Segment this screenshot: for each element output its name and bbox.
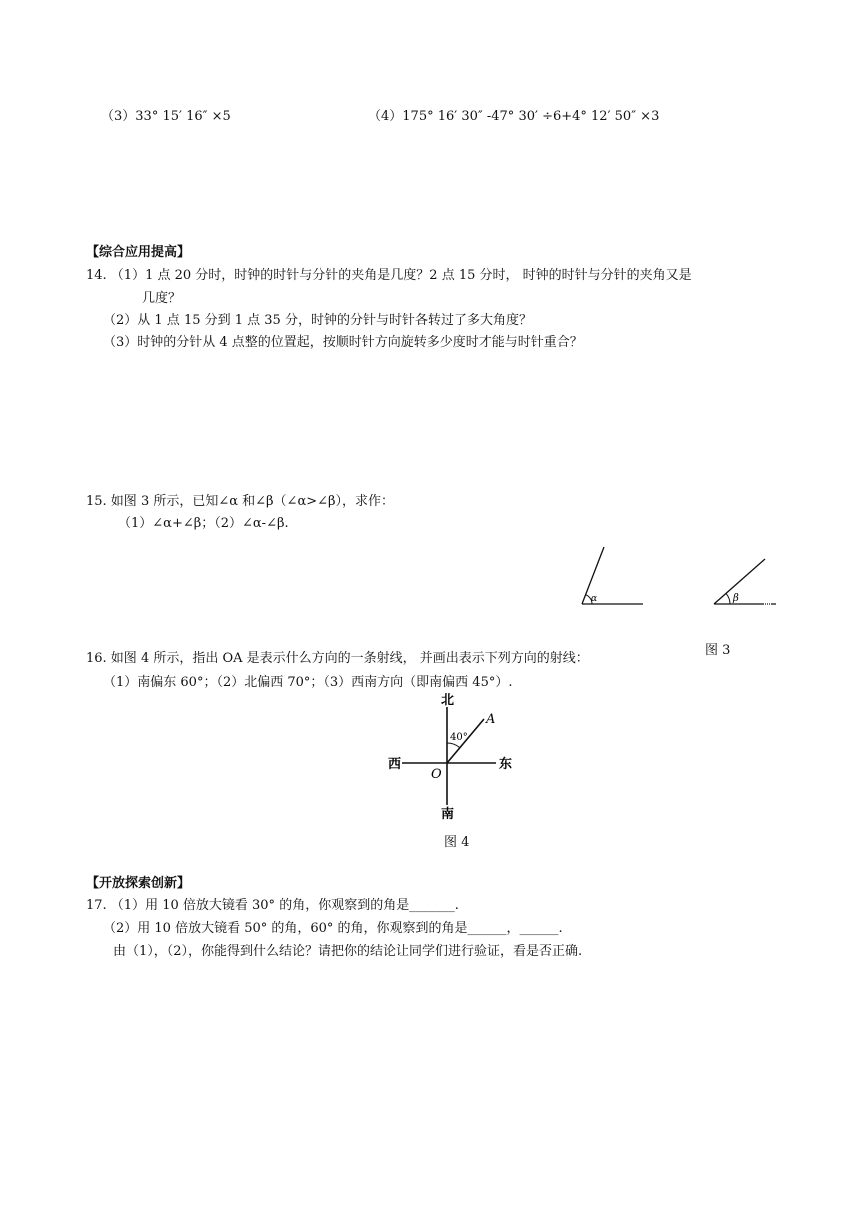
alpha-label: α bbox=[591, 594, 598, 604]
q14-line1: 14. （1）1 点 20 分时，时钟的时针与分针的夹角是几度？2 点 15 分时， 时钟的时针与分针的夹角又是 bbox=[86, 268, 692, 283]
q13-part4: （4）175° 16′ 30″ -47° 30′ ÷6+4° 12′ 50″ ×3 bbox=[368, 109, 660, 124]
q13-part3: （3）33° 15′ 16″ ×5 bbox=[101, 109, 231, 124]
q14-line1-cont: 几度？ bbox=[142, 291, 182, 306]
q17-line2: （2）用 10 倍放大镜看 50° 的角，60° 的角，你观察到的角是______，______. bbox=[103, 921, 563, 936]
q14-line3: （3）时钟的分针从 4 点整的位置起，按顺时针方向旋转多少度时才能与时针重合？ bbox=[103, 335, 583, 350]
figure3-caption: 图 3 bbox=[705, 643, 731, 658]
figure4-compass bbox=[380, 690, 520, 830]
north-label: 北 bbox=[441, 693, 455, 708]
q15-line2: （1）∠α+∠β；（2）∠α-∠β. bbox=[118, 516, 289, 531]
figure4-caption: 图 4 bbox=[444, 835, 470, 850]
beta-label: β bbox=[733, 593, 739, 604]
q15-line1: 15. 如图 3 所示，已知∠α 和∠β（∠α>∠β），求作： bbox=[86, 494, 395, 509]
q14-line2: （2）从 1 点 15 分到 1 点 35 分，时钟的分针与时针各转过了多大角度？ bbox=[103, 313, 532, 328]
section-heading-explore: 【开放探索创新】 bbox=[86, 876, 191, 891]
section-heading-applied: 【综合应用提高】 bbox=[86, 245, 191, 260]
figure3-angle-beta bbox=[706, 552, 786, 612]
west-label: 西 bbox=[388, 757, 402, 772]
angle-40-label: 40° bbox=[450, 732, 468, 743]
origin-label: O bbox=[431, 767, 442, 782]
figure3-angle-alpha bbox=[570, 540, 650, 610]
east-label: 东 bbox=[499, 757, 513, 772]
south-label: 南 bbox=[441, 807, 455, 822]
q16-line1: 16. 如图 4 所示，指出 OA 是表示什么方向的一条射线， 并画出表示下列方向的射线： bbox=[86, 651, 589, 666]
point-a-label: A bbox=[486, 712, 496, 727]
q17-line3: 由（1），（2），你能得到什么结论？请把你的结论让同学们进行验证，看是否正确. bbox=[113, 944, 583, 959]
q16-line2: （1）南偏东 60°；（2）北偏西 70°；（3）西南方向（即南偏西 45°）. bbox=[103, 675, 513, 690]
q17-line1: 17. （1）用 10 倍放大镜看 30° 的角，你观察到的角是_______. bbox=[86, 898, 459, 913]
